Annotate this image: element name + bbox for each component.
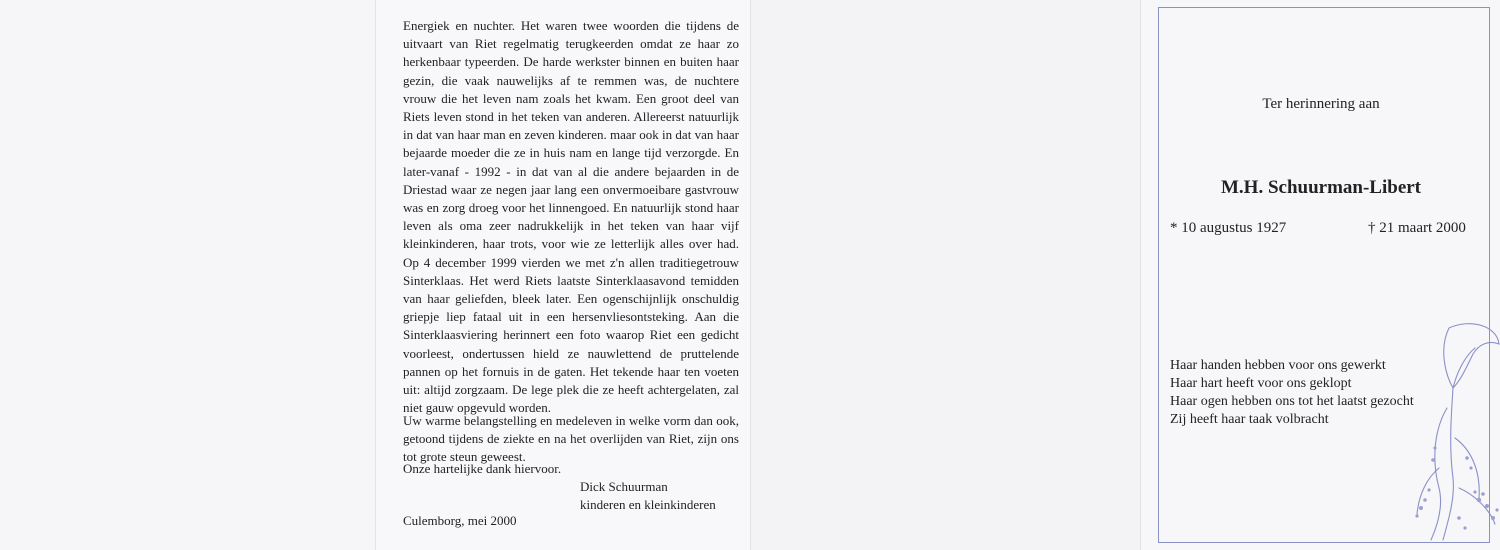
verse-line: Haar ogen hebben ons tot het laatst gezocht [1170, 394, 1414, 409]
text-page [375, 0, 751, 550]
blank-left-panel [0, 0, 375, 550]
blank-middle-panel [750, 0, 1141, 550]
deceased-name: M.H. Schuurman-Libert [1220, 177, 1422, 198]
verse-line: Haar handen hebben voor ons gewerkt [1170, 358, 1386, 373]
place-date: Culemborg, mei 2000 [403, 513, 517, 528]
verse-line: Haar hart heeft voor ons geklopt [1170, 376, 1352, 391]
memorial-card [1140, 0, 1500, 550]
calla-lily-icon [1409, 318, 1500, 542]
signature-family: kinderen en kleinkinderen [580, 497, 716, 512]
signature-name: Dick Schuurman [580, 479, 668, 494]
memorial-text: Energiek en nuchter. Het waren twee woorden die tijdens de uitvaart van Riet regelmatig terugkeerden omdat ze haar zo herkenbaar typeerden. De harde werkster binnen en buiten haar gezin, die vaak nauwelijks af te remmen was, de nuchtere vrouw die het leven nam zoals het kwam. Een groot deel van Riets leven stond in het teken van anderen. Allereerst natuurlijk in dat van haar man en zeven kinderen. maar ook in dat van haar bejaarde moeder die ze in huis nam en lange tijd verzorgde. En later-vanaf - 1992 - in dat van al die andere bejaarden in de Driestad waar ze negen jaar lang een onvermoeibare gastvrouw was en zorg droeg voor het linnengoed. En natuurlijk stond haar leven als oma zeer nadrukkelijk in het teken van haar vijf kleinkinderen, haar trots, voor wie ze letterlijk alles over had. Op 4 december 1999 vierden we met z'n allen traditiegetrouw Sinterklaas. Het werd Riets laatste Sinterklaasavond temidden van haar geliefden, bleek later. Een ogenschijnlijk onschuldig griepje liep fataal uit in een hersenvliesontsteking. Aan die Sinterklaasviering herinnert een foto waarop Riet een gedicht voorleest, ondertussen hield ze nauwlettend de pruttelende pannen op het fornuis in de gaten. Het tekende haar ten voeten uit: altijd zorgzaam. De lege plek die ze heeft achtergelaten, zal niet gauw opgevuld worden. [403, 18, 739, 416]
thanks-text: Uw warme belangstelling en medeleven in welke vorm dan ook, getoond tijdens de ziekte en na het overlijden van Riet, zijn ons tot grote steun geweest. [403, 413, 739, 464]
death-date: † 21 maart 2000 [1368, 220, 1466, 236]
verse-line: Zij heeft haar taak volbracht [1170, 412, 1329, 427]
card-heading: Ter herinnering aan [1262, 96, 1380, 112]
thanks-closing: Onze hartelijke dank hiervoor. [403, 461, 562, 476]
birth-date: * 10 augustus 1927 [1170, 220, 1287, 236]
